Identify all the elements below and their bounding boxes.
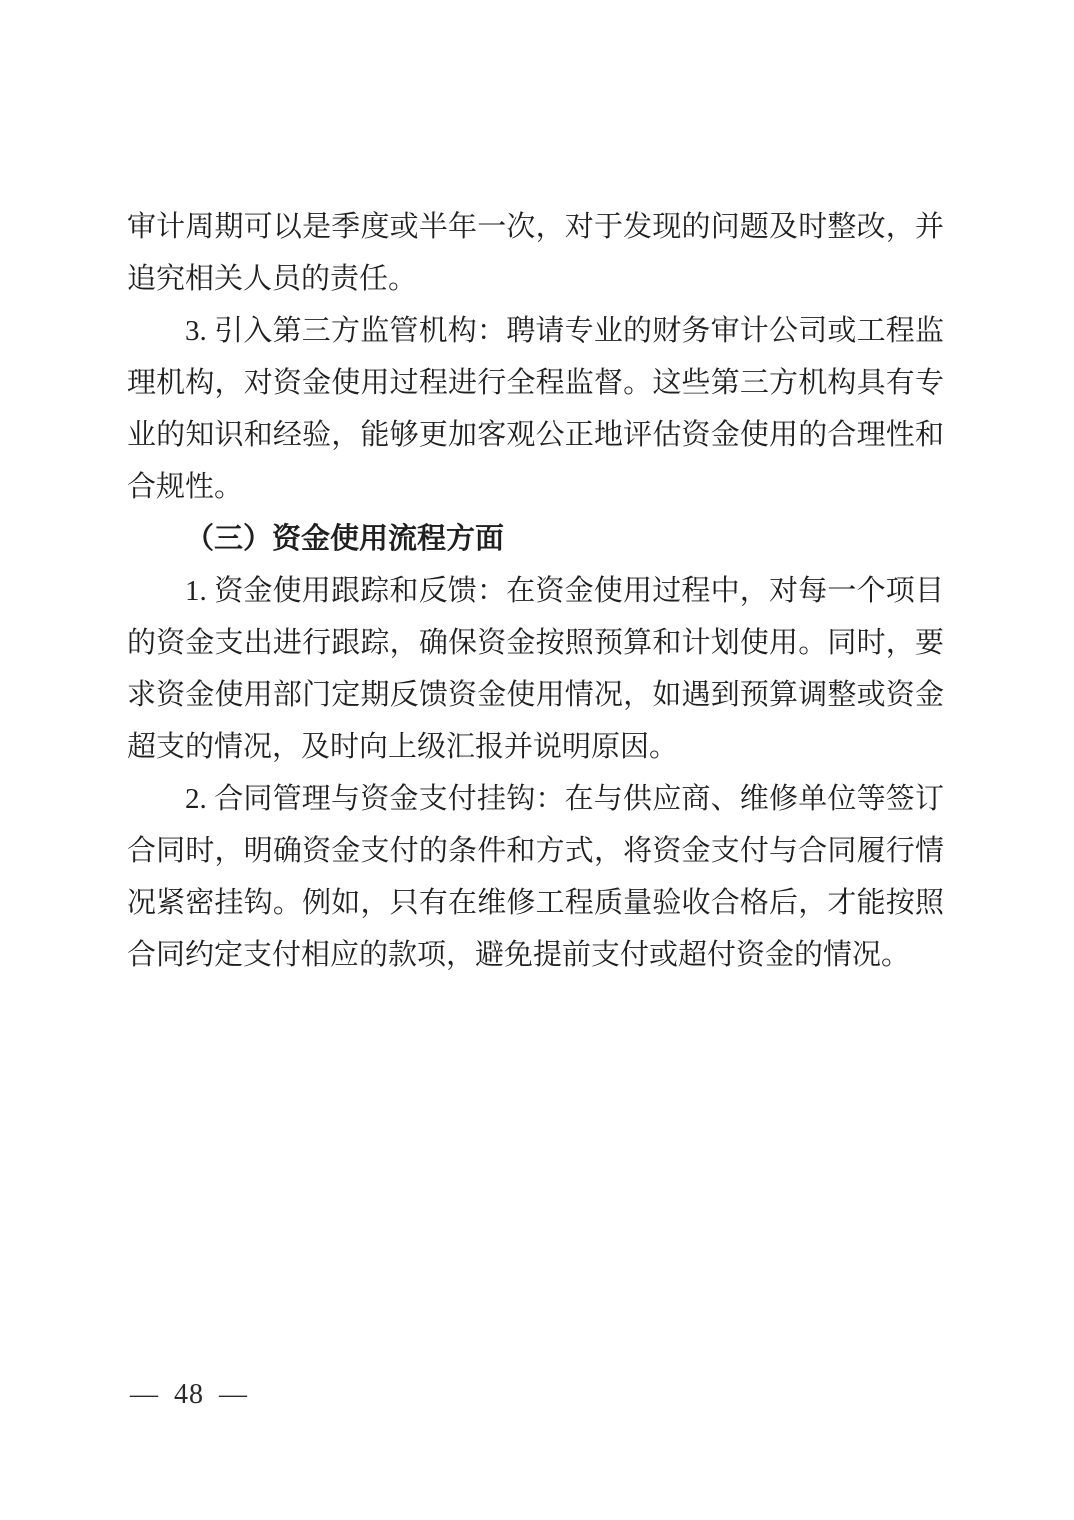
page-number: — 48 — <box>130 1379 248 1410</box>
document-body <box>127 201 944 981</box>
paragraph-contract-payment-link: 2. 合同管理与资金支付挂钩：在与供应商、维修单位等签订合同时，明确资金支付的条件和方式，将资金支付与合同履行情况紧密挂钩。例如，只有在维修工程质量验收合格后，才能按照合同约定支付相应的款项，避免提前支付或超付资金的情况。 <box>127 783 944 971</box>
paragraph-third-party-supervision: 3. 引入第三方监管机构：聘请专业的财务审计公司或工程监理机构，对资金使用过程进行全程监督。这些第三方机构具有专业的知识和经验，能够更加客观公正地评估资金使用的合理性和合规性。 <box>127 315 944 503</box>
paragraph-audit-cycle: 审计周期可以是季度或半年一次，对于发现的问题及时整改，并追究相关人员的责任。 <box>127 211 944 295</box>
paragraph-fund-tracking-feedback: 1. 资金使用跟踪和反馈：在资金使用过程中，对每一个项目的资金支出进行跟踪，确保资金按照预算和计划使用。同时，要求资金使用部门定期反馈资金使用情况，如遇到预算调整或资金超支的情况，及时向上级汇报并说明原因。 <box>127 575 944 763</box>
section-heading-fund-usage-process: （三）资金使用流程方面 <box>185 523 505 555</box>
